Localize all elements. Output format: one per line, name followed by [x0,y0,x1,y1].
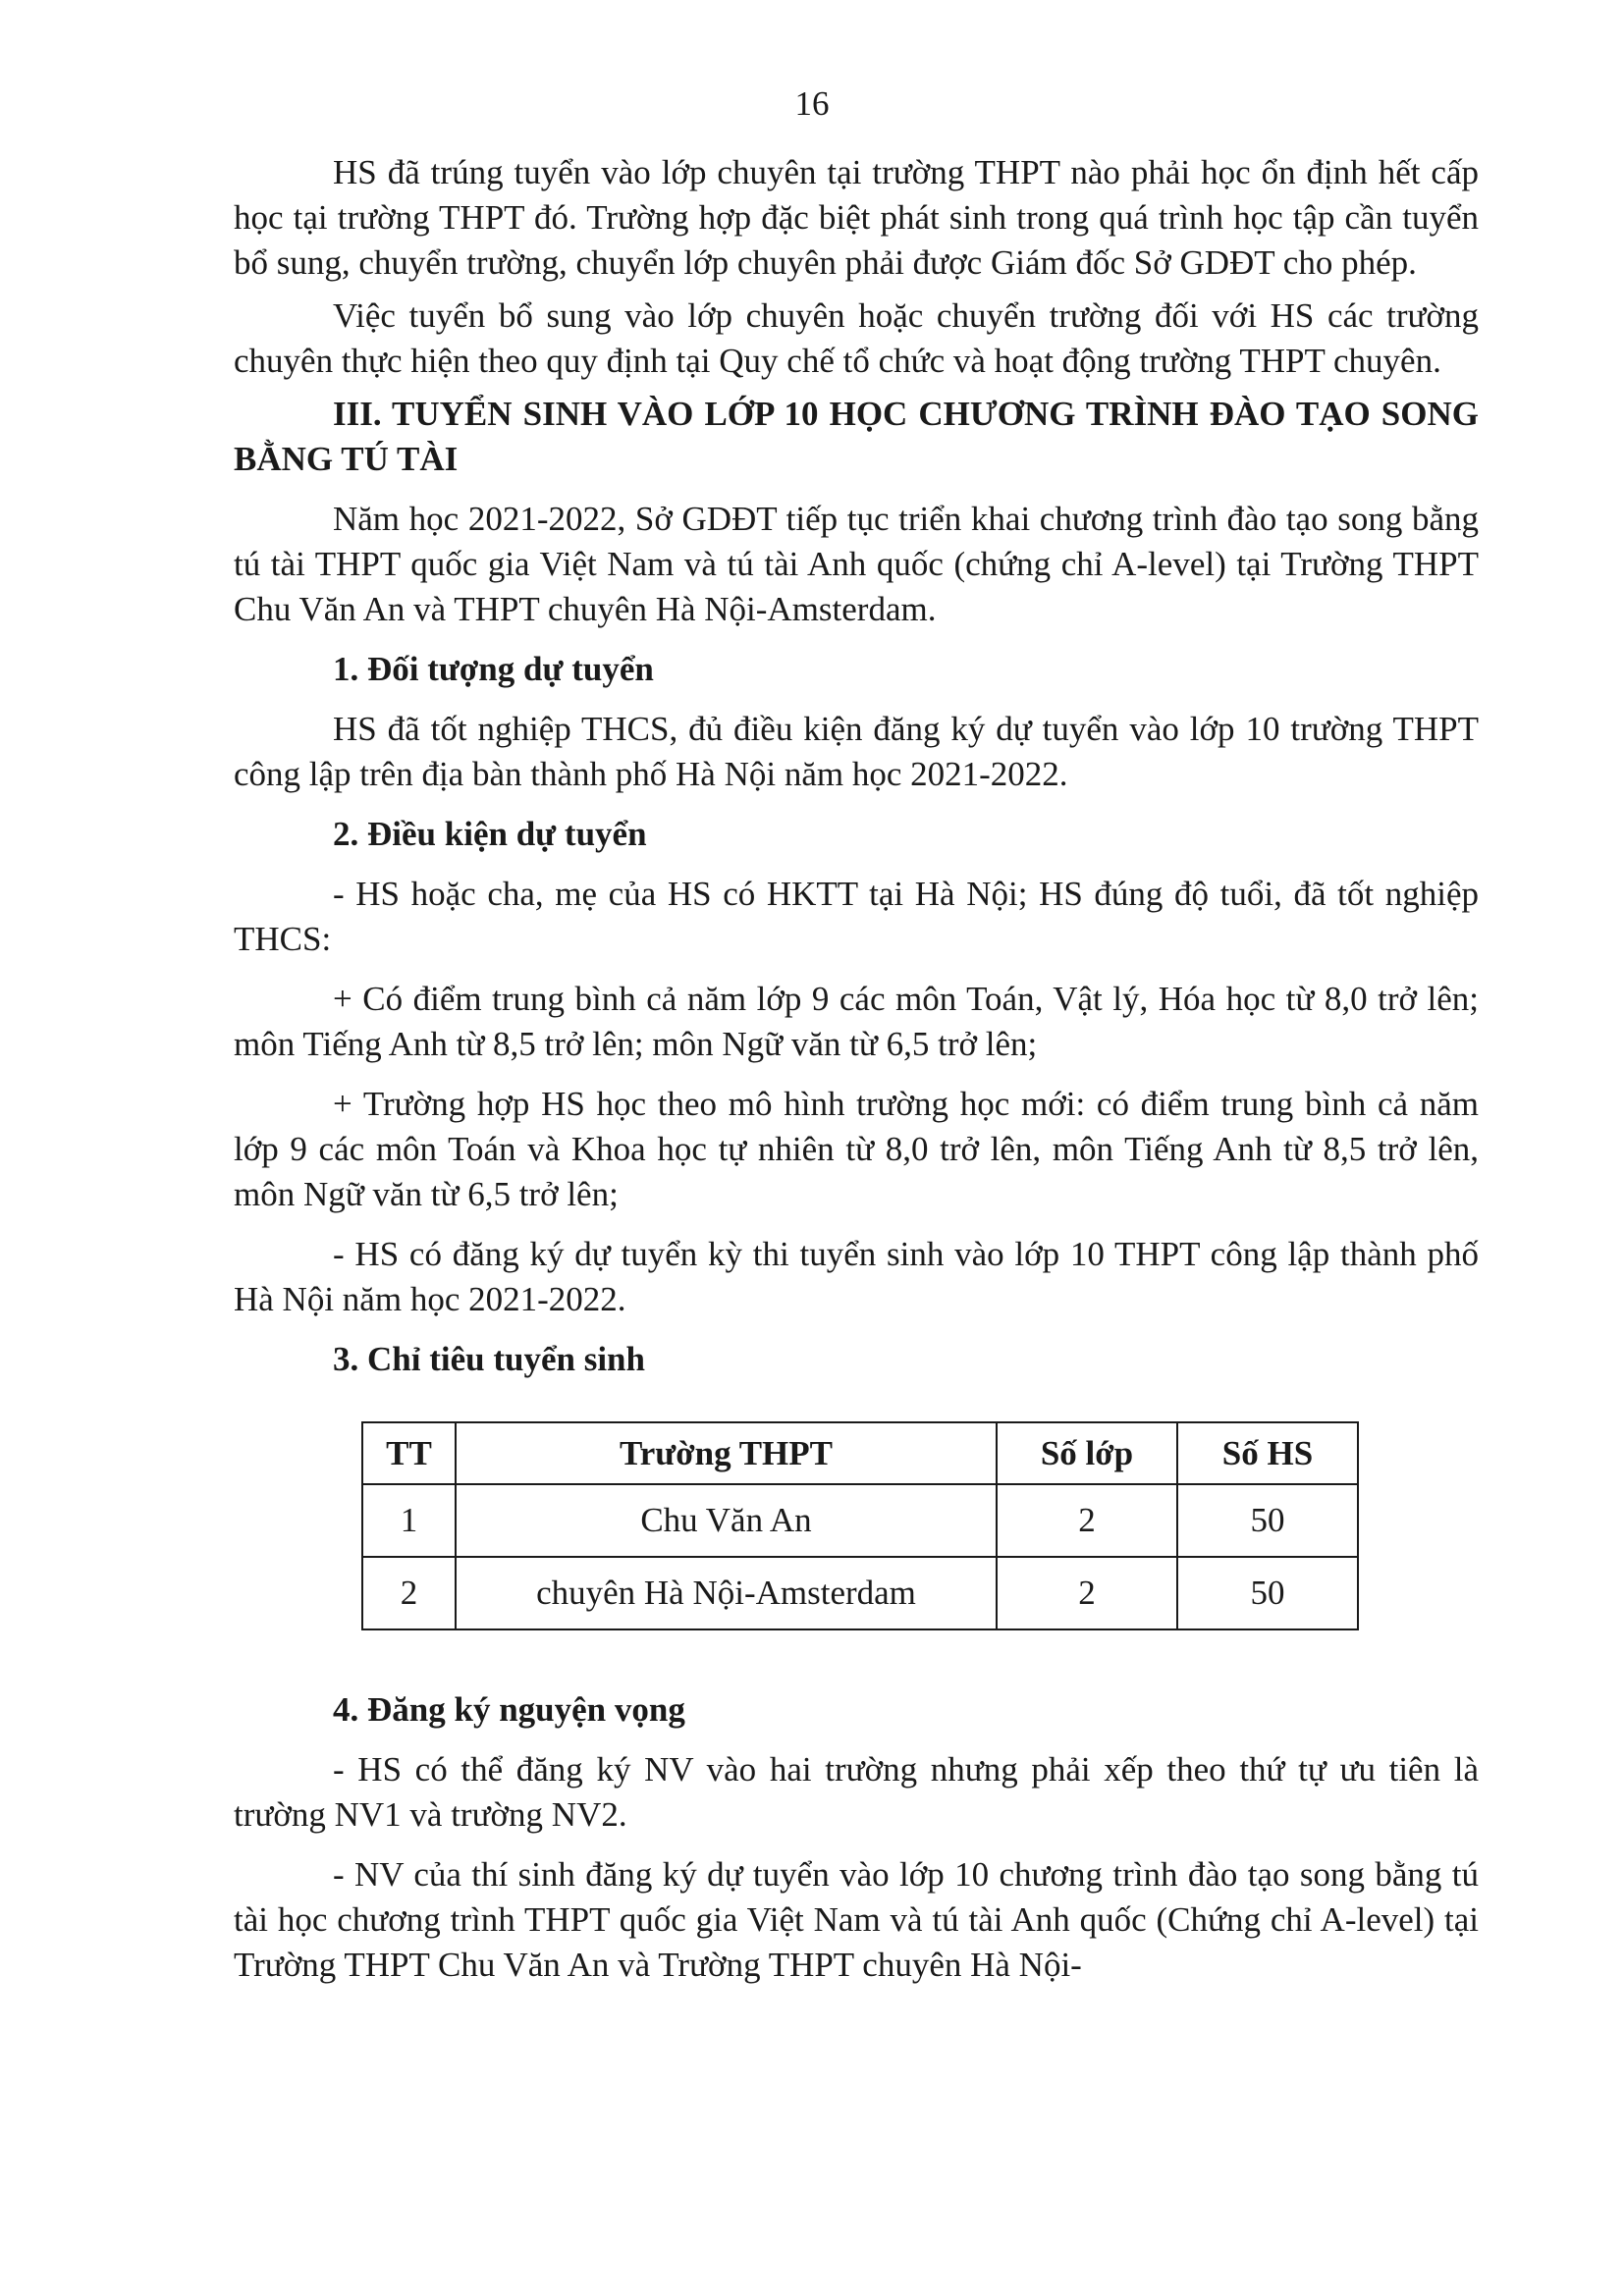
heading-admission-conditions: 2. Điều kiện dự tuyển [333,815,647,853]
paragraph-grade-condition: + Có điểm trung bình cả năm lớp 9 các môn Toán, Vật lý, Hóa học từ 8,0 trở lên; môn Tiếng Anh từ 8,5 trở lên; môn Ngữ văn từ 6,5 trở lên; [234,980,1479,1063]
document-body [234,150,1479,2002]
paragraph-aspiration-details: - NV của thí sinh đăng ký dự tuyển vào lớp 10 chương trình đào tạo song bằng tú tài học chương trình THPT quốc gia Việt Nam và tú tài Anh quốc (Chứng chỉ A-level) tại Trường THPT Chu Văn An và Trường THPT chuyên Hà Nội- [234,1855,1479,1984]
quota-table [361,1421,1359,1630]
cell-classes: 2 [997,1484,1177,1557]
paragraph-two-schools: - HS có thể đăng ký NV vào hai trường nhưng phải xếp theo thứ tự ưu tiên là trường NV1 và trường NV2. [234,1750,1479,1834]
paragraph-registration-condition: - HS có đăng ký dự tuyển kỳ thi tuyển sinh vào lớp 10 THPT công lập thành phố Hà Nội năm học 2021-2022. [234,1235,1479,1318]
column-header-index: TT [362,1422,456,1484]
cell-students: 50 [1177,1557,1358,1629]
heading-eligible-candidates: 1. Đối tượng dự tuyển [333,650,654,688]
quota-table-wrapper [361,1421,1479,1630]
column-header-school: Trường THPT [456,1422,997,1484]
cell-classes: 2 [997,1557,1177,1629]
paragraph-eligible-candidates: HS đã tốt nghiệp THCS, đủ điều kiện đăng ký dự tuyển vào lớp 10 trường THPT công lập trên địa bàn thành phố Hà Nội năm học 2021-2022. [234,710,1479,793]
section-title-dual-diploma: III. TUYỂN SINH VÀO LỚP 10 HỌC CHƯƠNG TRÌNH ĐÀO TẠO SONG BẰNG TÚ TÀI [234,395,1479,478]
heading-enrollment-quota: 3. Chỉ tiêu tuyển sinh [333,1340,645,1378]
page-number: 16 [794,84,830,123]
cell-index: 1 [362,1484,456,1557]
table-row [362,1557,1358,1629]
paragraph-residence-condition: - HS hoặc cha, mẹ của HS có HKTT tại Hà Nội; HS đúng độ tuổi, đã tốt nghiệp THCS: [234,875,1479,958]
cell-school: Chu Văn An [456,1484,997,1557]
cell-index: 2 [362,1557,456,1629]
paragraph-supplementary-admission: Việc tuyển bổ sung vào lớp chuyên hoặc chuyển trường đối với HS các trường chuyên thực hiện theo quy định tại Quy chế tổ chức và hoạt động trường THPT chuyên. [234,296,1479,380]
cell-school: chuyên Hà Nội-Amsterdam [456,1557,997,1629]
cell-students: 50 [1177,1484,1358,1557]
heading-aspiration-registration: 4. Đăng ký nguyện vọng [333,1690,685,1729]
paragraph-transfer-rule: HS đã trúng tuyển vào lớp chuyên tại trường THPT nào phải học ổn định hết cấp học tại trường THPT đó. Trường hợp đặc biệt phát sinh trong quá trình học tập cần tuyển bổ sung, chuyển trường, chuyển lớp chuyên phải được Giám đốc Sở GDĐT cho phép. [234,153,1479,282]
column-header-classes: Số lớp [997,1422,1177,1484]
table-row [362,1484,1358,1557]
column-header-students: Số HS [1177,1422,1358,1484]
table-header-row [362,1422,1358,1484]
paragraph-program-intro: Năm học 2021-2022, Sở GDĐT tiếp tục triển khai chương trình đào tạo song bằng tú tài THPT quốc gia Việt Nam và tú tài Anh quốc (chứng chỉ A-level) tại Trường THPT Chu Văn An và THPT chuyên Hà Nội-Amsterdam. [234,500,1479,628]
paragraph-new-model-condition: + Trường hợp HS học theo mô hình trường học mới: có điểm trung bình cả năm lớp 9 các môn Toán và Khoa học tự nhiên từ 8,0 trở lên, môn Tiếng Anh từ 8,5 trở lên, môn Ngữ văn từ 6,5 trở lên; [234,1085,1479,1213]
